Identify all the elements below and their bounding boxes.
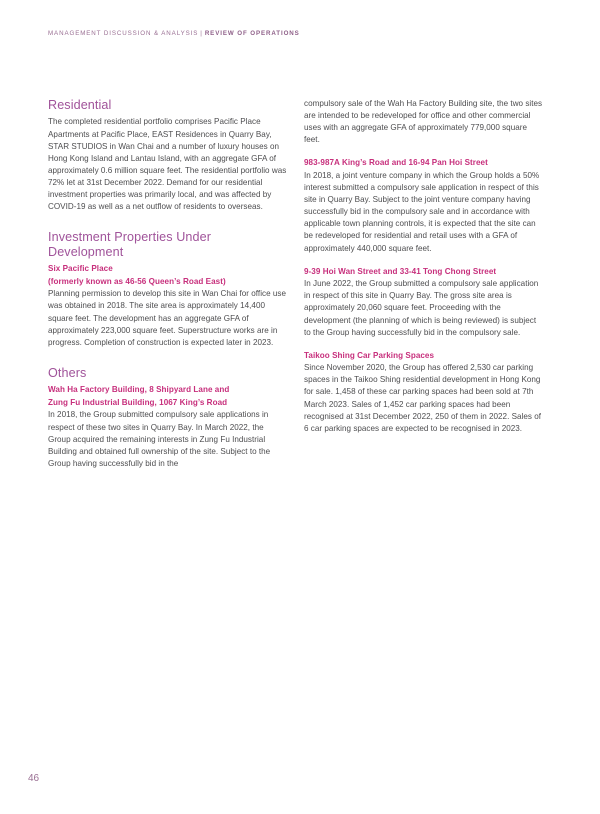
page-number: 46 bbox=[28, 773, 40, 784]
subheading-taikoo-shing-car-parking-spaces: Taikoo Shing Car Parking Spaces bbox=[304, 350, 435, 360]
paragraph-kings-road-pan-hoi-street: In 2018, a joint venture company in which the Group holds a 50% interest submitted a compulsory sale application in respect of this site in Quarry Bay. Subject to the joint venture company having successfully bid in the compulsory sale and in accordance with applicable town planning controls, it is expected that the site can be redeveloped for residential and retail uses with a GFA of approximately 440,000 square feet. bbox=[304, 170, 540, 253]
heading-investment-properties-under-development: Investment Properties Under Development bbox=[48, 230, 211, 259]
subheading-wah-ha-line2: Zung Fu Industrial Building, 1067 King’s Road bbox=[48, 397, 228, 407]
paragraph-hoi-wan-tong-chong-street: In June 2022, the Group submitted a compulsory sale application in respect of this site in Quarry Bay. The gross site area is approximately 20,060 square feet. Proceeding with the development (the planning of which is being reviewed) is subject to the Group having successfully bid in the compulsory sale. bbox=[304, 279, 539, 337]
paragraph-wah-ha: In 2018, the Group submitted compulsory sale applications in respect of these two sites in Quarry Bay. In March 2022, the Group acquired the remaining interests in Zung Fu Industrial Building and obtained full ownership of the site. Subject to the Group having successfully bid in the bbox=[48, 410, 271, 468]
left-column bbox=[48, 98, 287, 470]
subheading-wah-ha-line1: Wah Ha Factory Building, 8 Shipyard Lane and bbox=[48, 385, 230, 395]
running-header-main: MANAGEMENT DISCUSSION & ANALYSIS bbox=[48, 30, 199, 37]
running-header bbox=[48, 31, 300, 37]
paragraph-six-pacific-place: Planning permission to develop this site in Wan Chai for office use was obtained in 2018. The site area is approximately 14,400 square feet. The development has an aggregate GFA of approximately 223,000 square feet. Superstructure works are in progress. Completion of construction is expected later in 2023. bbox=[48, 289, 286, 347]
subheading-kings-road-pan-hoi-street: 983-987A King’s Road and 16-94 Pan Hoi Street bbox=[304, 158, 488, 168]
paragraph-residential: The completed residential portfolio comprises Pacific Place Apartments at Pacific Place, EAST Residences in Quarry Bay, STAR STUDIOS in Wan Chai and a number of luxury houses on Hong Kong Island and Lantau Island, with an aggregate GFA of approximately 0.6 million square feet. The residential portfolio was 72% let at 31st December 2022. Demand for our residential investment properties was primarily local, and was affected by COVID-19 as well as a net outflow of residents to overseas. bbox=[48, 117, 287, 212]
running-header-sub: REVIEW OF OPERATIONS bbox=[204, 30, 300, 37]
two-column-body bbox=[48, 98, 544, 470]
subheading-six-pacific-place-line2: (formerly known as 46-56 Queen’s Road East) bbox=[48, 276, 226, 286]
heading-residential: Residential bbox=[48, 98, 112, 112]
paragraph-taikoo-shing-car-parking-spaces: Since November 2020, the Group has offered 2,530 car parking spaces in the Taikoo Shing residential development in Hong Kong for sale. 1,458 of these car parking spaces had been sold at 7th March 2023. Sales of 1,452 car parking spaces had been recognised at 31st December 2022, 250 of them in 2022. Sales of 6 car parking spaces are expected to be recognised in 2023. bbox=[304, 363, 542, 433]
subheading-six-pacific-place-line1: Six Pacific Place bbox=[48, 264, 113, 274]
paragraph-wah-ha-continuation: compulsory sale of the Wah Ha Factory Building site, the two sites are intended to be redeveloped for office and other commercial uses with an aggregate GFA of approximately 779,000 square feet. bbox=[304, 99, 543, 145]
subheading-hoi-wan-tong-chong-street: 9-39 Hoi Wan Street and 33-41 Tong Chong Street bbox=[304, 266, 497, 276]
running-header-separator: | bbox=[200, 30, 203, 37]
right-column bbox=[304, 98, 543, 470]
heading-others: Others bbox=[48, 365, 87, 380]
